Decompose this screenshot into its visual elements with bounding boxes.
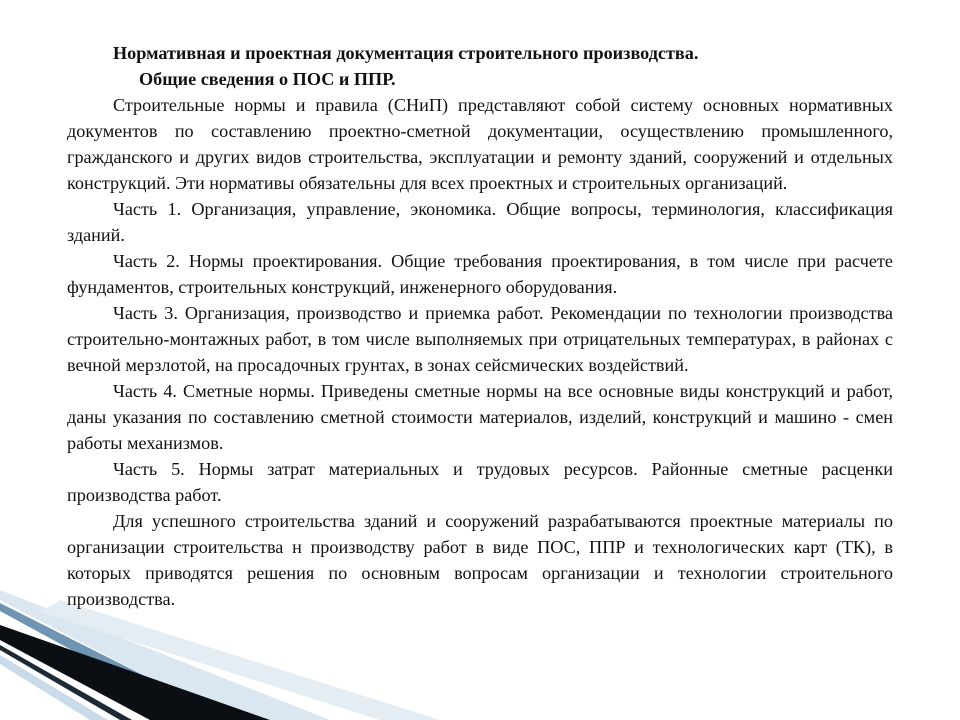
- document-title: Нормативная и проектная документация строительного производства.: [113, 43, 699, 63]
- document-text: [67, 40, 893, 612]
- paragraph-snip-intro: Строительные нормы и правила (СНиП) представляют собой систему основных нормативных документов по составлению проектно-сметной документации, осуществлению промышленного, гражданского и других видов строительства, эксплуатации и ремонту зданий, сооружений и отдельных конструкций. Эти нормативы обязательны для всех проектных и строительных организаций.: [67, 95, 893, 193]
- paragraph-part-3: Часть 3. Организация, производство и приемка работ. Рекомендации по технологии производства строительно-монтажных работ, в том числе выполняемых при отрицательных температурах, в районах с вечной мерзлотой, на просадочных грунтах, в зонах сейсмических воздействий.: [67, 303, 893, 375]
- paragraph-pos-ppr: Для успешного строительства зданий и сооружений разрабатываются проектные материалы по организации строительства н производству работ в виде ПОС, ППР и технологических карт (ТК), в которых приводятся решения по основным вопросам организации и технологии строительного производства.: [67, 511, 893, 609]
- paragraph-part-4: Часть 4. Сметные нормы. Приведены сметные нормы на все основные виды конструкций и работ, даны указания по составлению сметной стоимости материалов, изделий, конструкций и машино - смен работы механизмов.: [67, 381, 893, 453]
- document-subtitle: Общие сведения о ПОС и ППР.: [139, 69, 396, 89]
- paragraph-part-5: Часть 5. Нормы затрат материальных и трудовых ресурсов. Районные сметные расценки производства работ.: [67, 459, 893, 505]
- paragraph-part-2: Часть 2. Нормы проектирования. Общие требования проектирования, в том числе при расчете фундаментов, строительных конструкций, инженерного оборудования.: [67, 251, 893, 297]
- paragraph-part-1: Часть 1. Организация, управление, экономика. Общие вопросы, терминология, классификация зданий.: [67, 199, 893, 245]
